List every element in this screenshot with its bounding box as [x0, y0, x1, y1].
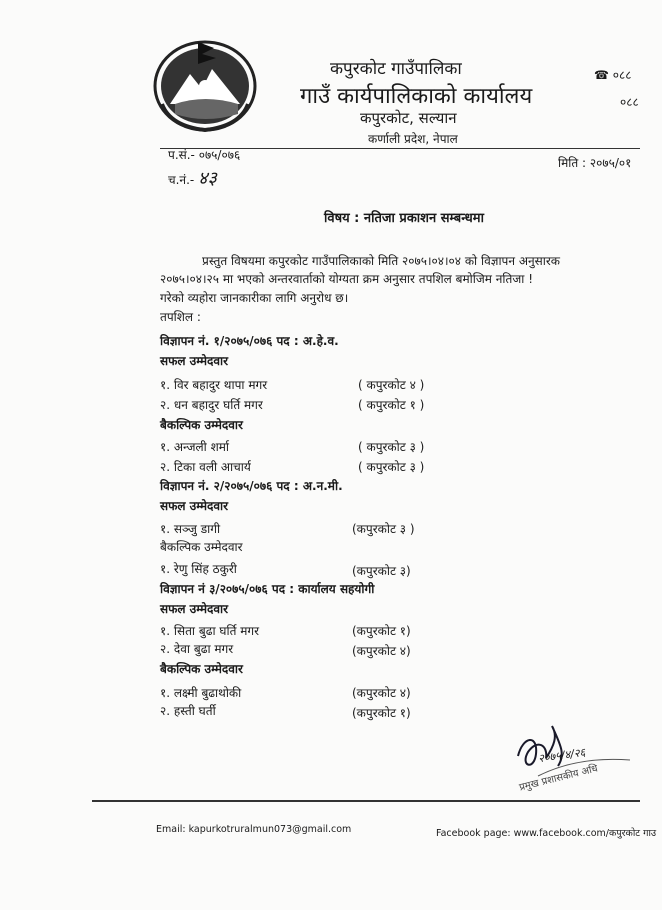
section-2-successful-label: सफल उम्मेदवार — [160, 499, 229, 513]
candidate-name: १. विर बहादुर थापा मगर — [160, 378, 268, 392]
nepal-emblem-logo — [150, 34, 260, 132]
letter-date: मिति : २०७५/०१ — [558, 156, 632, 170]
candidate-place: ( कपुरकोट ३ ) — [358, 460, 425, 474]
body-line-1: प्रस्तुत विषयमा कपुरकोट गाउँपालिकाको मिति २०७५।०४।०४ को विज्ञापन अनुसारक — [202, 254, 561, 268]
candidate-place: (कपुरकोट १) — [352, 706, 411, 720]
body-line-3: गरेको व्यहोरा जानकारीका लागि अनुरोध छ। — [160, 291, 349, 305]
candidate-name: २. टिका वली आचार्य — [160, 460, 251, 474]
candidate-place: (कपुरकोट ३) — [352, 564, 411, 578]
phone-icon: ☎ — [594, 68, 609, 82]
candidate-place: ( कपुरकोट ४ ) — [358, 378, 425, 392]
body-line-2: २०७५।०४।२५ मा भएको अन्तरवार्ताको योग्यता क्रम अनुसार तपशिल बमोजिम नतिजा ! — [160, 272, 534, 286]
section-1-successful-label: सफल उम्मेदवार — [160, 354, 229, 368]
chalani-number: च.नं.- ४३ — [168, 168, 217, 189]
candidate-name: २. हस्ती घर्ती — [160, 704, 216, 718]
tapasil-label: तपशिल : — [160, 310, 201, 324]
candidate-name: १. सिता बुढा घर्ति मगर — [160, 624, 260, 638]
office-address: कपुरकोट, सल्यान — [360, 109, 457, 127]
subject-line: विषय : नतिजा प्रकाशन सम्बन्धमा — [324, 211, 484, 226]
candidate-name: २. देवा बुढा मगर — [160, 642, 234, 656]
chalani-handwritten-value: ४३ — [198, 168, 217, 189]
candidate-name: १. रेणु सिंह ठकुरी — [160, 562, 237, 576]
candidate-place: ( कपुरकोट ३ ) — [358, 440, 425, 454]
phone-number-1: ☎ ०८८ — [594, 68, 632, 82]
candidate-place: ( कपुरकोट १ ) — [358, 398, 425, 412]
candidate-name: २. धन बहादुर घर्ति मगर — [160, 398, 263, 412]
signature-date: २०७५/४/२६ — [537, 745, 587, 766]
stamp-title: प्रमुख प्रशासकीय अधि — [518, 763, 599, 794]
footer-email: Email: kapurkotruralmun073@gmail.com — [156, 824, 352, 835]
section-3-alternate-label: बैकल्पिक उम्मेदवार — [160, 662, 243, 676]
office-title: गाउँ कार्यपालिकाको कार्यालय — [300, 84, 533, 109]
section-2-alternate-label: बैकल्पिक उम्मेदवार — [160, 540, 243, 554]
section-1-heading: विज्ञापन नं. १/२०७५/०७६ पद : अ.हे.व. — [160, 334, 339, 348]
province-name: कर्णाली प्रदेश, नेपाल — [368, 132, 458, 146]
candidate-name: १. सञ्जु डागी — [160, 522, 221, 536]
patra-sankhya: प.सं.- ०७५/०७६ — [168, 148, 241, 162]
municipality-name: कपुरकोट गाउँपालिका — [330, 59, 462, 79]
candidate-name: १. लक्ष्मी बुढाथोकी — [160, 686, 242, 700]
candidate-name: १. अन्जली शर्मा — [160, 440, 230, 454]
candidate-place: (कपुरकोट ४) — [352, 686, 411, 700]
footer-rule — [92, 800, 640, 802]
section-3-heading: विज्ञापन नं ३/२०७५/०७६ पद : कार्यालय सहयोगी — [160, 582, 375, 596]
candidate-place: (कपुरकोट ३ ) — [352, 522, 415, 536]
footer-facebook: Facebook page: www.facebook.com/कपुरकोट गाउ — [436, 828, 657, 839]
section-1-alternate-label: बैकल्पिक उम्मेदवार — [160, 418, 243, 432]
section-2-heading: विज्ञापन नं. २/२०७५/०७६ पद : अ.न.मी. — [160, 479, 343, 493]
section-3-successful-label: सफल उम्मेदवार — [160, 602, 229, 616]
candidate-place: (कपुरकोट ४) — [352, 644, 411, 658]
candidate-place: (कपुरकोट १) — [352, 624, 411, 638]
phone-number-2: ०८८ — [620, 95, 639, 109]
